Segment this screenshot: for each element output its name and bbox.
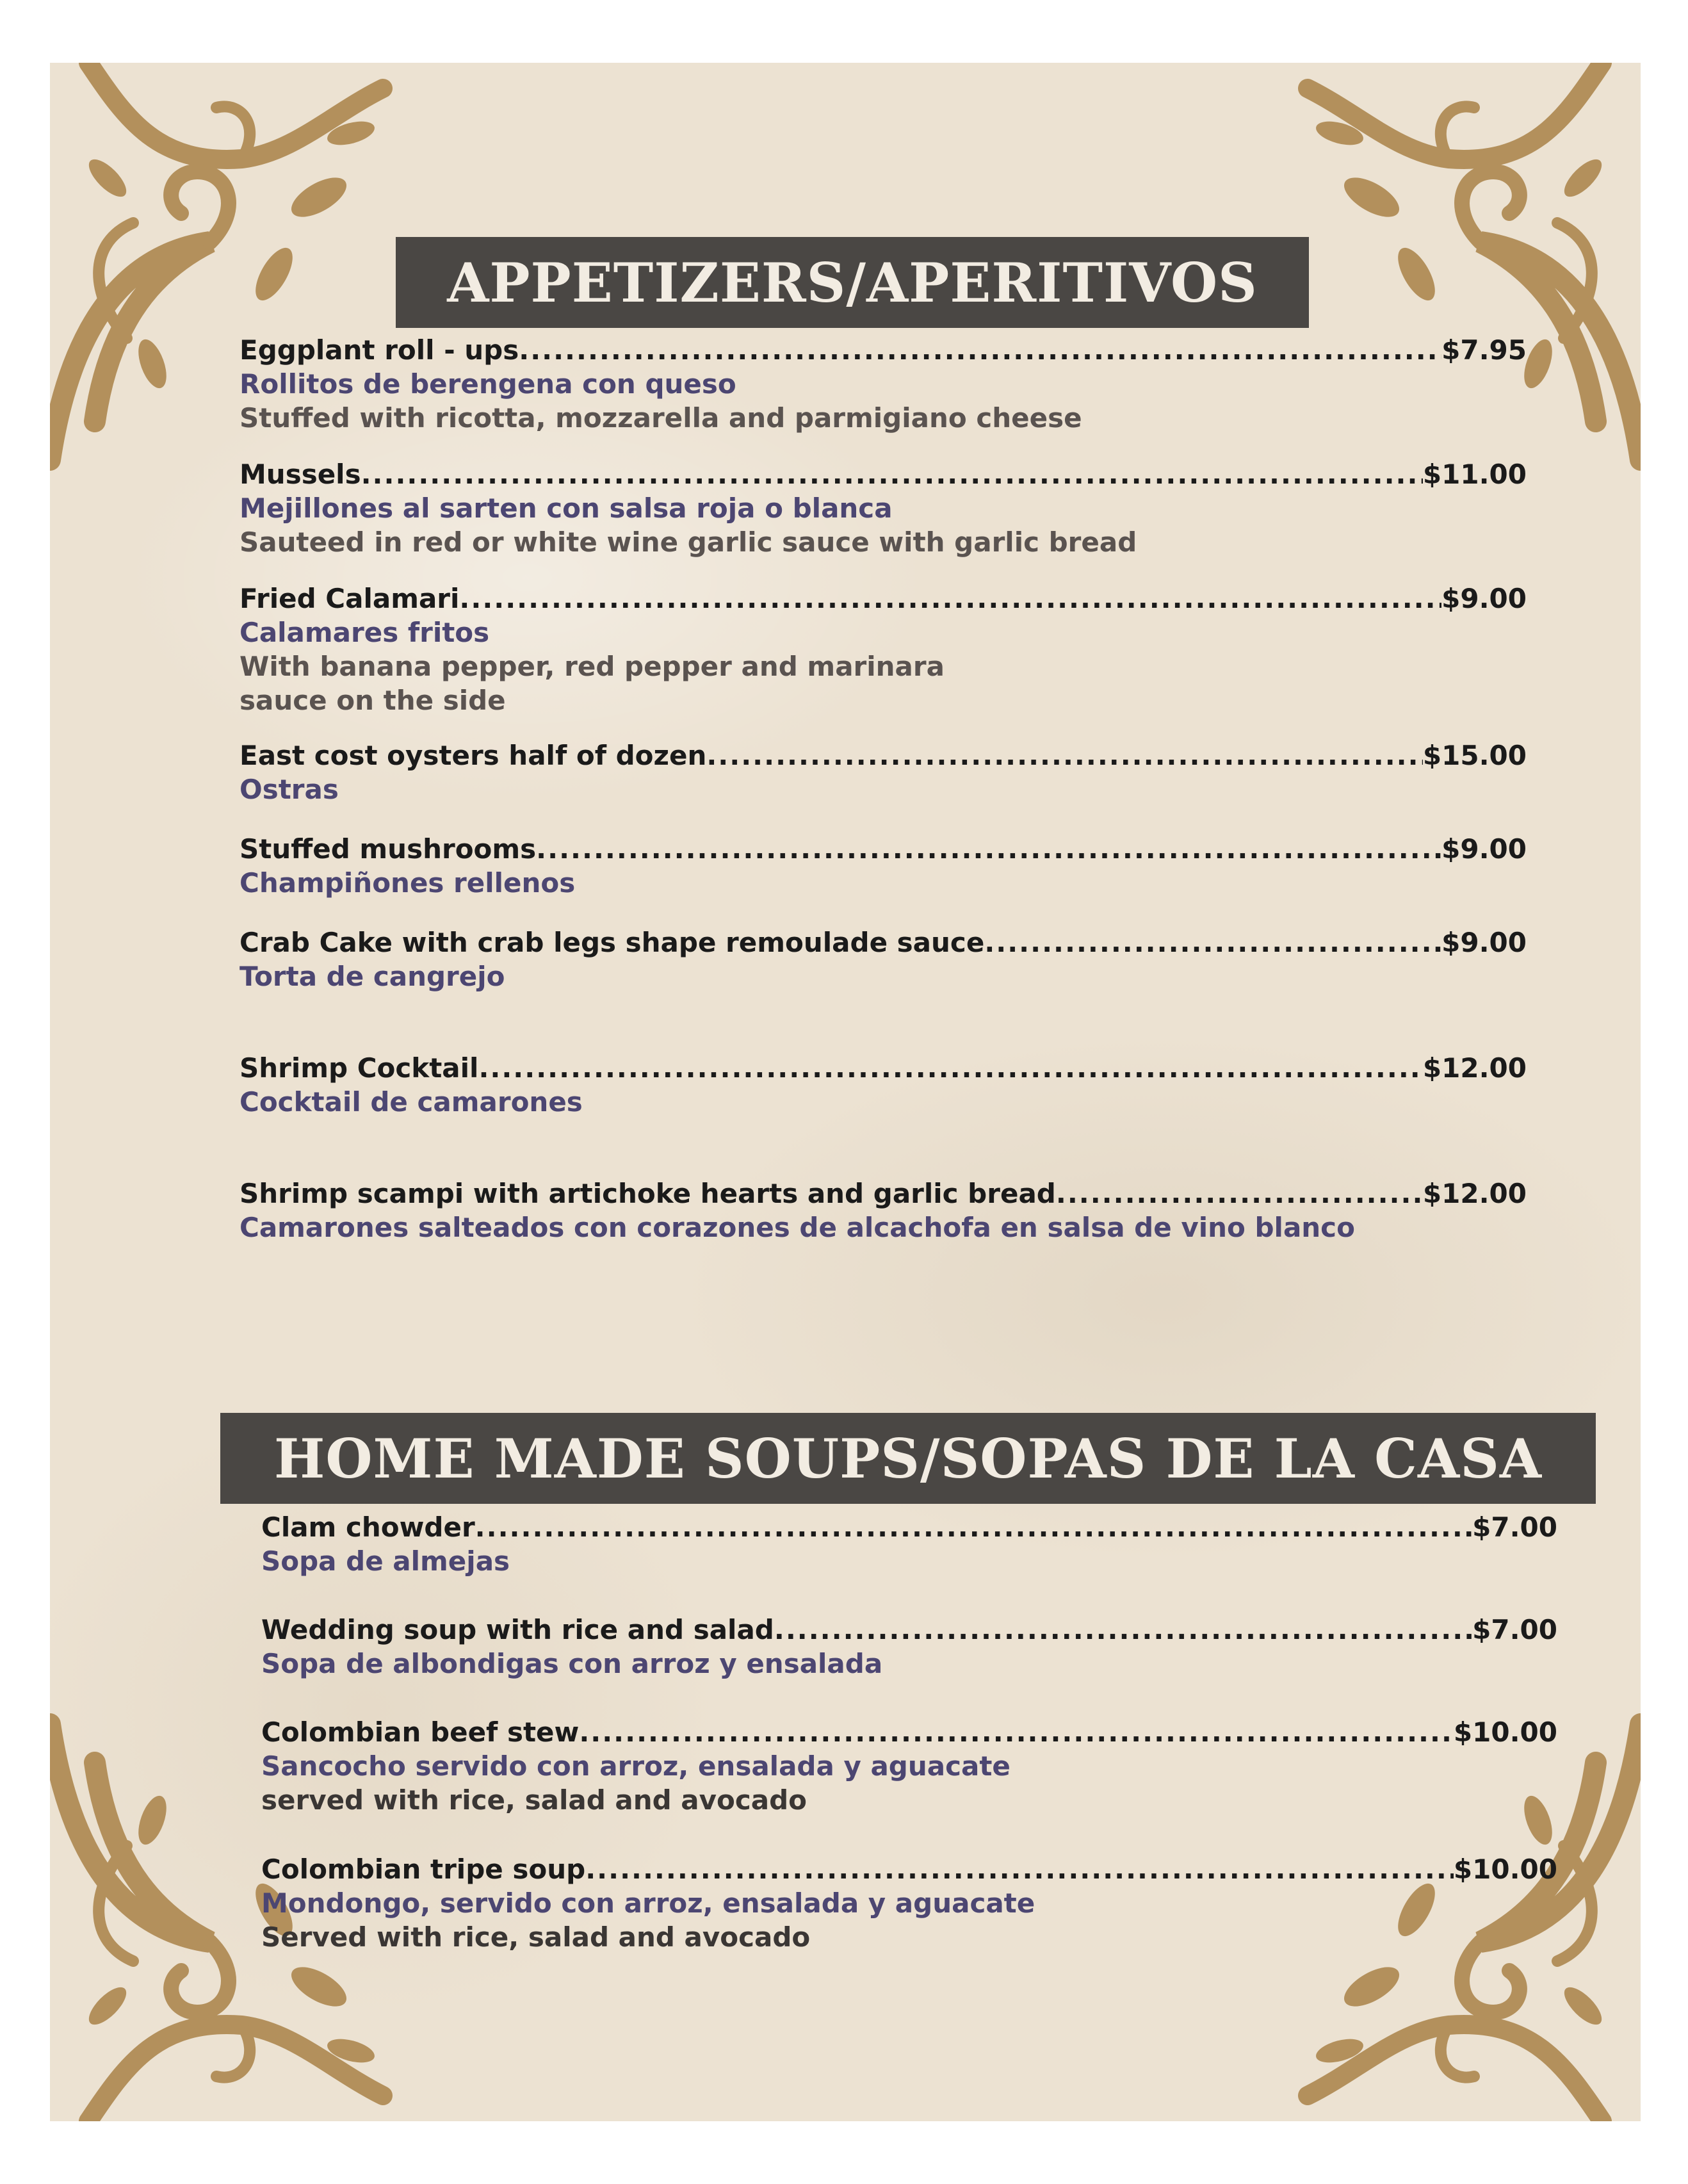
menu-item [239,1178,1527,1243]
item-spanish: Torta de cangrejo [239,961,505,992]
item-spanish: Calamares fritos [239,617,490,648]
leader-dots [361,459,1423,490]
item-spanish: Sopa de albondigas con arroz y ensalada [261,1648,883,1679]
item-price: $7.00 [1472,1614,1557,1645]
item-name: Eggplant roll - ups [239,334,519,366]
soups-title: HOME MADE SOUPS/SOPAS DE LA CASA [220,1413,1596,1504]
item-line [239,583,1527,614]
leader-dots [585,1854,1454,1885]
leader-dots [1056,1178,1423,1209]
menu-item [239,459,1527,558]
item-name: Mussels [239,459,361,490]
leader-dots [475,1512,1472,1543]
item-spanish: Sancocho servido con arroz, ensalada y aguacate [261,1750,1010,1782]
item-line [261,1716,1557,1748]
item-spanish: Cocktail de camarones [239,1086,583,1118]
item-price: $11.00 [1422,459,1527,490]
menu-item [261,1854,1557,1953]
item-line [239,833,1527,865]
item-description: served with rice, salad and avocado [261,1784,807,1816]
leader-dots [459,583,1441,614]
item-name: Crab Cake with crab legs shape remoulade sauce [239,927,985,958]
item-name: Colombian beef stew [261,1716,580,1748]
item-line [239,459,1527,490]
leader-dots [774,1614,1472,1645]
item-spanish: Champiñones rellenos [239,867,576,899]
item-name: Shrimp Cocktail [239,1052,479,1084]
menu-item [261,1614,1557,1679]
item-name: East cost oysters half of dozen [239,740,707,771]
item-line [261,1854,1557,1885]
appetizers-title: APPETIZERS/APERITIVOS [396,237,1309,328]
item-line [239,1178,1527,1209]
item-description: With banana pepper, red pepper and marinara [239,651,945,682]
menu-item [239,927,1527,992]
leader-dots [536,833,1441,865]
menu-item [239,740,1527,805]
item-description: Sauteed in red or white wine garlic sauce with garlic bread [239,526,1137,558]
item-line [261,1614,1557,1645]
item-line [239,927,1527,958]
item-price: $7.95 [1441,334,1527,366]
item-name: Shrimp scampi with artichoke hearts and garlic bread [239,1178,1056,1209]
item-price: $12.00 [1422,1052,1527,1084]
leader-dots [984,927,1441,958]
item-description: Served with rice, salad and avocado [261,1921,811,1953]
leader-dots [519,334,1441,366]
item-price: $15.00 [1422,740,1527,771]
item-spanish: Sopa de almejas [261,1545,510,1577]
menu-item [261,1512,1557,1577]
leader-dots [478,1052,1422,1084]
item-price: $7.00 [1472,1512,1557,1543]
item-name: Wedding soup with rice and salad [261,1614,774,1645]
menu-page [50,63,1641,2121]
item-price: $9.00 [1441,927,1527,958]
item-name: Stuffed mushrooms [239,833,537,865]
item-price: $9.00 [1441,583,1527,614]
item-line [239,1052,1527,1084]
item-price: $12.00 [1422,1178,1527,1209]
menu-item [239,583,1527,716]
menu-item [239,1052,1527,1118]
item-spanish: Rollitos de berengena con queso [239,368,736,400]
item-spanish: Camarones salteados con corazones de alcachofa en salsa de vino blanco [239,1212,1355,1243]
menu-item [261,1716,1557,1816]
item-line [239,740,1527,771]
item-spanish: Mejillones al sarten con salsa roja o blanca [239,493,893,524]
item-name: Fried Calamari [239,583,460,614]
menu-item [239,334,1527,434]
item-line [261,1512,1557,1543]
item-description: sauce on the side [239,685,506,716]
menu-item [239,833,1527,899]
item-price: $10.00 [1453,1716,1557,1748]
item-name: Colombian tripe soup [261,1854,586,1885]
item-line [239,334,1527,366]
item-name: Clam chowder [261,1512,475,1543]
leader-dots [579,1716,1454,1748]
leader-dots [706,740,1423,771]
item-spanish: Ostras [239,774,339,805]
item-description: Stuffed with ricotta, mozzarella and parmigiano cheese [239,402,1082,434]
item-price: $10.00 [1453,1854,1557,1885]
item-spanish: Mondongo, servido con arroz, ensalada y aguacate [261,1887,1035,1919]
item-price: $9.00 [1441,833,1527,865]
